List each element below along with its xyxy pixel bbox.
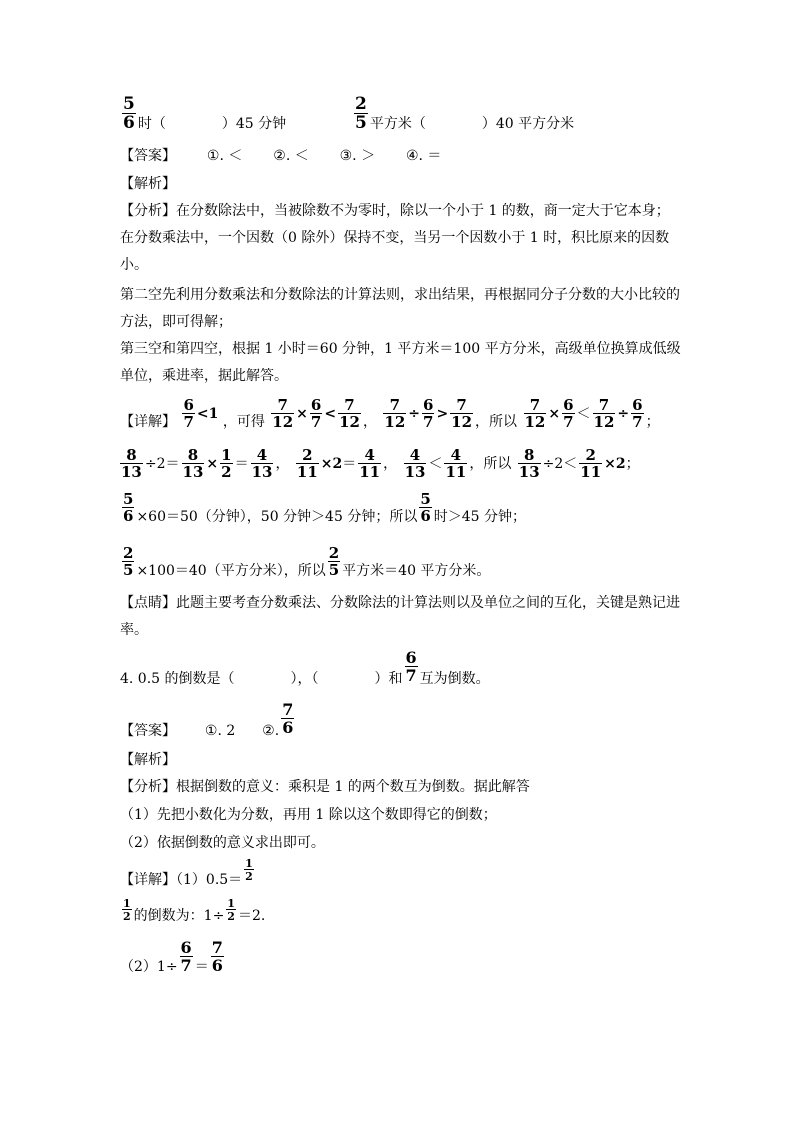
xiangjie-line-3: $\frac{5}{6}$ ×60＝50（分钟），50 分钟＞45 分钟；所以 $\frac{5}{6}$ 时＞45 分钟； — [123, 490, 527, 525]
question-4-text: 4. 0.5 的倒数是（ ），（ ）和 — [120, 671, 403, 687]
jiexi-label: 【解析】 — [120, 176, 176, 192]
fraction-7-6: $\frac{7}{6}$ — [282, 700, 294, 737]
fraction-6-7: $\frac{6}{7}$ — [183, 396, 194, 431]
fraction-5-6: $\frac{5}{6}$ — [123, 94, 135, 133]
compare-text-2: 平方米（ ）40 平方分米 — [369, 116, 575, 132]
fraction-7-12: $\frac{7}{12}$ — [272, 396, 294, 431]
answer-2: ②. ＜ — [273, 148, 309, 164]
fenxi-paragraph — [120, 198, 682, 279]
fraction-7-12b: $\frac{7}{12}$ — [339, 396, 360, 431]
less-than-one: <1 — [196, 406, 219, 422]
fenxi-text: 在分数除法中，当被除数不为零时，除以一个小于 1 的数，商一定大于它本身；在分数乘法中，一个因数（0 除外）保持不变，当另一个因数小于 1 时，积比原来的因数小。 — [120, 203, 670, 273]
q4-answer-2: ②. — [262, 723, 280, 739]
q4-step-1: （1）先把小数化为分数，再用 1 除以这个数即得它的倒数； — [120, 807, 497, 823]
xiangjie-line-4: $\frac{2}{5}$ ×100＝40（平方分米），所以 $\frac{2}{5}$ 平方米＝40 平方分米。 — [123, 544, 491, 579]
fraction-6-7-q4: $\frac{6}{7}$ — [405, 648, 417, 685]
xiangjie-line-1: 【详解】 $\frac{6}{7}$ <1 ，可得 $\frac{7}{12}$ × $\frac{6}{7}$ < $\frac{7}{12}$ ， $\frac{7}{12}$ ÷ $\frac{6}{7}$ > $\frac{7}{12}$ ，所以 $\frac{7}{12}$ × $\frac{6}{7}$ ＜ $\frac{7}{12}$ ÷ $\frac{6}{7}$ ； — [120, 396, 660, 431]
q4-answer-row: 【答案】 ①. 2 ②. $\frac{7}{6}$ — [120, 700, 294, 739]
dianjing-label: 【点睛】 — [120, 595, 176, 611]
paragraph-3: 第三空和第四空，根据 1 小时＝60 分钟，1 平方米＝100 平方分米，高级单位换算成低级单位，乘进率，据此解答。 — [120, 341, 681, 384]
q4-answer-1: ①. 2 — [204, 723, 236, 739]
paragraph-2: 第二空先利用分数乘法和分数除法的计算法则，求出结果，再根据同分子分数的大小比较的方法，即可得解； — [120, 287, 680, 330]
compare-text-1: 时（ ）45 分钟 — [137, 116, 287, 132]
q4-xiangjie-1: 【详解】（1）0.5＝ $\frac{1}{2}$ — [120, 857, 253, 888]
fraction-6-7b: $\frac{6}{7}$ — [310, 396, 322, 431]
q4-fenxi: 【分析】根据倒数的意义：乘积是 1 的两个数互为倒数。据此解答 — [120, 779, 530, 795]
fenxi-label: 【分析】 — [120, 203, 176, 219]
fraction-1-2: $\frac{1}{2}$ — [245, 857, 253, 883]
xiangjie-label: 【详解】 — [120, 414, 176, 430]
fraction-2-5: $\frac{2}{5}$ — [355, 94, 367, 133]
dianjing-paragraph: 【点睛】此题主要考查分数乘法、分数除法的计算法则以及单位之间的互化，关键是熟记进率。 — [120, 595, 680, 638]
kede-text: ，可得 — [222, 414, 265, 430]
xiangjie-line-2: $\frac{8}{13}$ ÷2＝ $\frac{8}{13}$ × $\frac{1}{2}$ ＝ $\frac{4}{13}$ ， $\frac{2}{11}$ ×2＝ $\frac{4}{11}$ ， $\frac{4}{13}$ ＜ $\frac{4}{11}$ ，所以 $\frac{8}{13}$ ÷2＜ $\frac{2}{11}$ ×2； — [121, 446, 640, 481]
answer-3: ③. ＞ — [339, 148, 376, 164]
q4-jiexi: 【解析】 — [120, 752, 176, 768]
answer-1: ①. ＜ — [206, 148, 243, 164]
answer-4: ④. ＝ — [405, 148, 442, 164]
q4-xiangjie-2: $\frac{1}{2}$ 的倒数为：1÷ $\frac{1}{2}$ ＝2. — [123, 897, 266, 924]
q4-step-2: （2）依据倒数的意义求出即可。 — [120, 835, 325, 851]
compare-row — [120, 96, 286, 132]
question-4-tail: 互为倒数。 — [419, 671, 490, 687]
q4-xiangjie-3: （2）1÷ $\frac{6}{7}$ ＝ $\frac{7}{6}$ — [120, 938, 223, 975]
answer-label: 【答案】 — [120, 148, 176, 164]
question-4 — [120, 648, 490, 687]
compare-row-2 — [352, 96, 574, 132]
answer-row — [120, 146, 441, 166]
